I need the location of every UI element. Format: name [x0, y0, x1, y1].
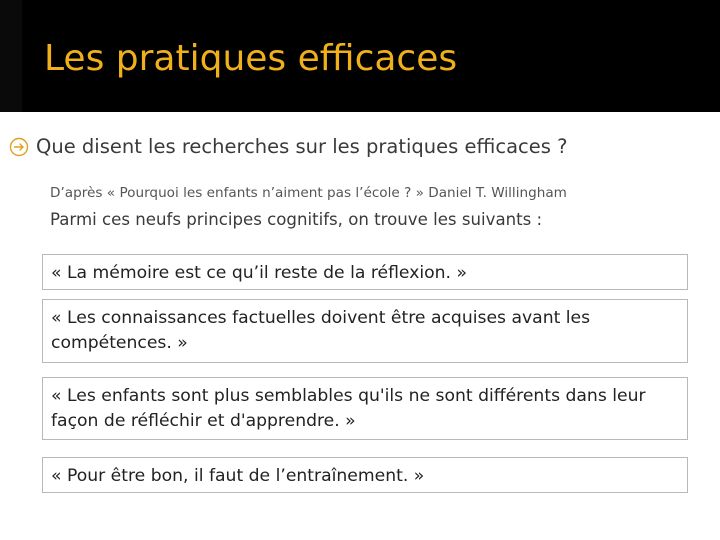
principle-box-3: « Les enfants sont plus semblables qu'ils ne sont différents dans leur façon de réfléchir et d'apprendre. »: [42, 377, 688, 440]
title-bar-accent: [0, 0, 22, 112]
slide-title: Les pratiques efficaces: [44, 38, 458, 79]
title-bar: [0, 0, 720, 112]
intro-text: Parmi ces neufs principes cognitifs, on trouve les suivants :: [50, 210, 543, 229]
question-text: Que disent les recherches sur les pratiques efficaces ?: [36, 135, 568, 158]
arrow-right-circle-icon: [8, 136, 30, 158]
principle-box-2: « Les connaissances factuelles doivent être acquises avant les compétences. »: [42, 299, 688, 363]
principle-box-1: « La mémoire est ce qu’il reste de la réflexion. »: [42, 254, 688, 290]
source-citation: D’après « Pourquoi les enfants n’aiment pas l’école ? » Daniel T. Willingham: [50, 185, 567, 201]
principle-box-4: « Pour être bon, il faut de l’entraînement. »: [42, 457, 688, 493]
question-bullet: [8, 135, 567, 158]
